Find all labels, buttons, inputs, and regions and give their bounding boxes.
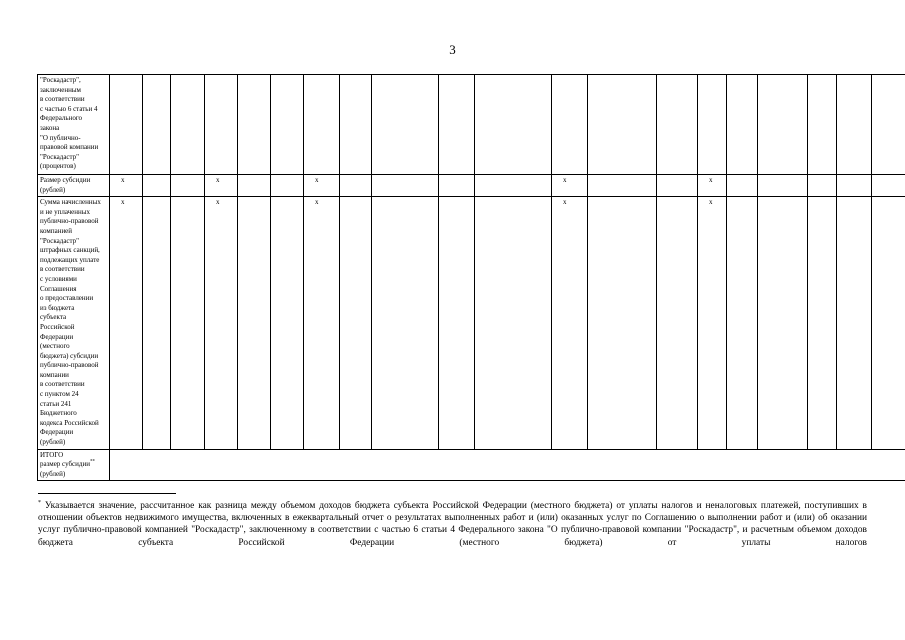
footnote-marker: *: [38, 499, 41, 506]
table-cell: [110, 75, 143, 175]
table-cell: x: [110, 197, 143, 449]
table-cell: [372, 75, 439, 175]
table-cell: x: [698, 175, 727, 197]
table-cell: [304, 75, 340, 175]
table-cell: [372, 175, 439, 197]
table-cell: [837, 175, 872, 197]
table-cell: [588, 197, 657, 449]
table-cell: [439, 197, 475, 449]
table-cell: [657, 175, 698, 197]
table-cell: [758, 197, 808, 449]
table-cell: x: [110, 175, 143, 197]
table-cell: [727, 197, 758, 449]
table-cell: [340, 197, 372, 449]
table-row: [38, 175, 905, 197]
table-cell: [698, 75, 727, 175]
table-cell: [808, 175, 837, 197]
table-cell: [475, 175, 552, 197]
footnote: [38, 500, 867, 549]
row-label: Сумма начисленных и не уплаченных публично-правовой компанией "Роскадастр" штрафных санкций, подлежащих уплате в соответствии с условиями Соглашения о предоставлении из бюджета субъекта Российской Федерации (местного бюджета) субсидии публично-правовой компании в соответствии с пунктом 24 статьи 241 Бюджетного кодекса Российской Федерации (рублей): [38, 197, 110, 449]
total-label: [38, 449, 110, 481]
table-cell: [872, 197, 905, 449]
table-cell: [171, 175, 205, 197]
table-cell: [808, 75, 837, 175]
table-cell: [475, 197, 552, 449]
table-cell: [588, 75, 657, 175]
table-cell: x: [304, 197, 340, 449]
total-row: [38, 449, 905, 481]
table-cell: [171, 197, 205, 449]
total-label-line2: размер субсидии: [40, 460, 90, 469]
table-cell: [552, 75, 588, 175]
table-cell: [837, 197, 872, 449]
row-label: "Роскадастр", заключенным в соответствии с частью 6 статьи 4 Федерального закона "О публично- правовой компании "Роскадастр" (процентов): [38, 75, 110, 175]
total-label-line3: (рублей): [40, 469, 66, 478]
table-cell: x: [205, 197, 238, 449]
table-body: [38, 75, 905, 481]
table-cell: [238, 197, 271, 449]
table-cell: [143, 75, 171, 175]
table-cell: [340, 75, 372, 175]
table-cell: [588, 175, 657, 197]
table-cell: [439, 75, 475, 175]
table-cell: x: [552, 175, 588, 197]
total-label-line1: ИТОГО: [40, 450, 64, 459]
table-cell: [238, 175, 271, 197]
total-label-sup: **: [89, 459, 95, 465]
table-cell: [727, 75, 758, 175]
table-cell: x: [698, 197, 727, 449]
row-label: Размер субсидии (рублей): [38, 175, 110, 197]
table-row: [38, 75, 905, 175]
table-cell: [475, 75, 552, 175]
footnote-rule: [38, 493, 176, 494]
table-cell: [657, 197, 698, 449]
table-cell: x: [304, 175, 340, 197]
table-cell: [143, 197, 171, 449]
table-cell: [837, 75, 872, 175]
data-table: [37, 74, 905, 481]
table-cell: [171, 75, 205, 175]
table-cell: [340, 175, 372, 197]
table-cell: [872, 75, 905, 175]
table-cell: [238, 75, 271, 175]
table-cell: [271, 175, 304, 197]
table-cell: [205, 75, 238, 175]
total-value-cell: [110, 449, 905, 481]
table-cell: [439, 175, 475, 197]
table-cell: [657, 75, 698, 175]
table-cell: [372, 197, 439, 449]
table-cell: [808, 197, 837, 449]
table-cell: [271, 197, 304, 449]
table-cell: [143, 175, 171, 197]
page-number: 3: [449, 42, 456, 57]
table-cell: [758, 175, 808, 197]
table-cell: [727, 175, 758, 197]
table-row: [38, 197, 905, 449]
table-cell: x: [552, 197, 588, 449]
table-cell: [758, 75, 808, 175]
footnote-text: Указывается значение, рассчитанное как разница между объемом доходов бюджета субъекта Российской Федерации (местного бюджета) от уплаты налогов и неналоговых платежей, поступивших в отношении объектов недвижимого имущества, включенных в ежеквартальный отчет о результатах выполненных работ и (или) оказанных услуг по Соглашению о выполнении работ и (или) об оказании услуг публично-правовой компанией "Роскадастр", заключенному в соответствии с частью 6 статьи 4 Федерального закона "О публично-правовой компании "Роскадастр", и расчетным объемом доходов бюджета субъекта Российской Федерации (местного бюджета) от уплаты налогов: [38, 501, 867, 548]
table-cell: [872, 175, 905, 197]
table-cell: [271, 75, 304, 175]
table-cell: x: [205, 175, 238, 197]
